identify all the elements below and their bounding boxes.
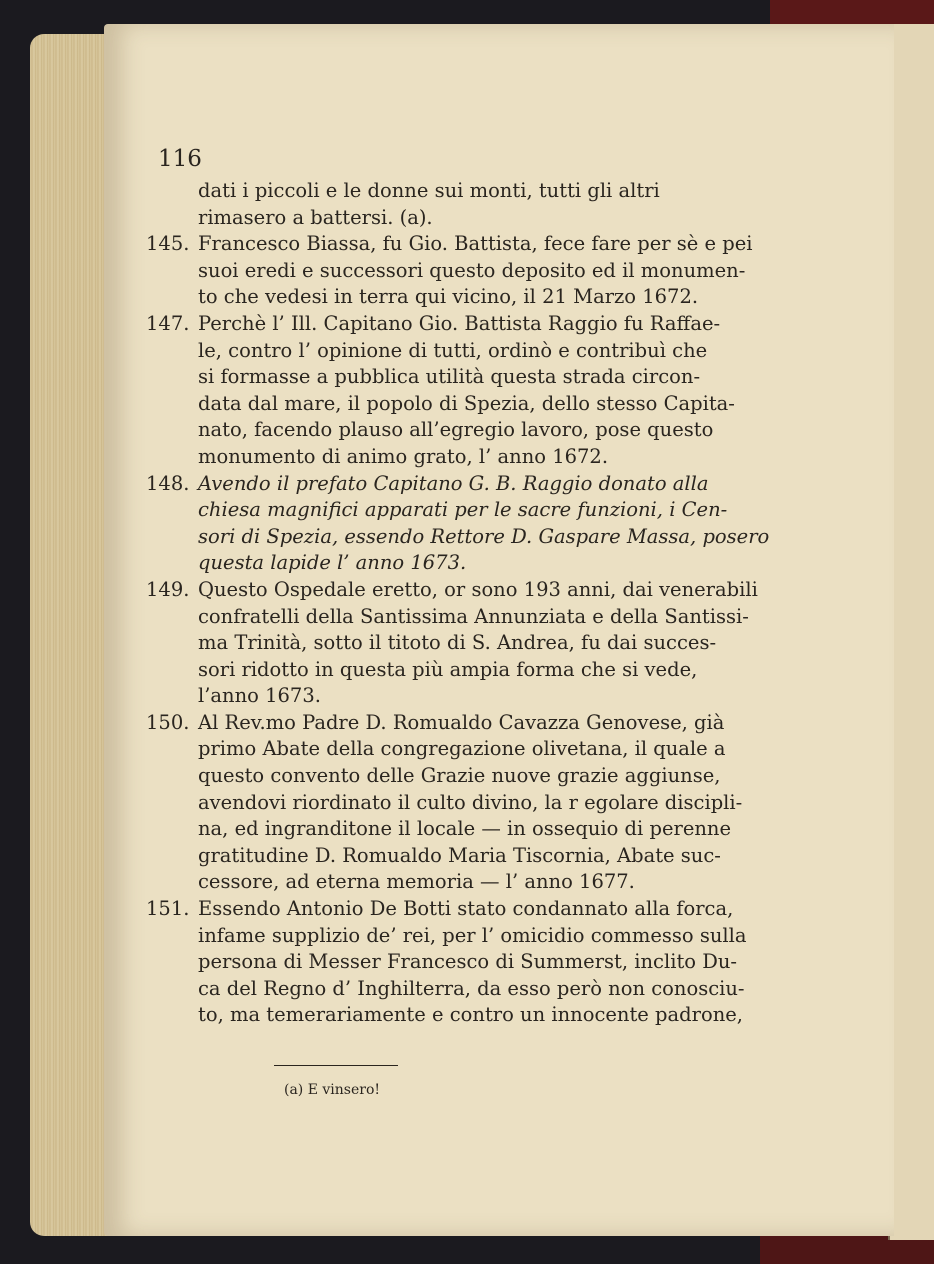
list-item (146, 710, 810, 896)
entry-number (146, 178, 198, 231)
list-item (146, 311, 810, 471)
footnote-divider (274, 1065, 398, 1066)
list-item (146, 471, 810, 577)
entry-number: 145. (146, 232, 190, 256)
entry-text: Francesco Biassa, fu Gio. Battista, fece fare per sè e pei suoi eredi e successori questo deposito ed il monumen- to che vedesi in terra qui vicino, il 21 Marzo 1672. (198, 232, 753, 309)
list-item (146, 896, 810, 1029)
entry-number: 150. (146, 710, 190, 734)
entry-text: Al Rev.mo Padre D. Romualdo Cavazza Genovese, già primo Abate della congregazione olivetana, il quale a questo convento delle Grazie nuove grazie aggiunse, avendovi riordinato il culto divino, la r egolare discipli- na, ed ingranditone il locale — in ossequio di perenne gratitudine D. Romualdo Maria Tiscornia, Abate suc- cessore, ad eterna memoria — l’ anno 1677. (198, 710, 743, 894)
facing-page-edge (888, 24, 934, 1240)
entry-text: Questo Ospedale eretto, or sono 193 anni, dai venerabili confratelli della Santissima Annunziata e della Santissi- ma Trinità, sotto il titoto di S. Andrea, fu dai succes- sori ridotto in questa più ampia forma che si vede, l’anno 1673. (198, 577, 758, 708)
list-item (146, 577, 810, 710)
page-number: 116 (158, 146, 202, 172)
entry-text: dati i piccoli e le donne sui monti, tutti gli altri rimasero a battersi. (a). (198, 179, 660, 229)
entry-text: Avendo il prefato Capitano G. B. Raggio donato alla chiesa magnifici apparati per le sacre funzioni, i Cen- sori di Spezia, essendo Rettore D. Gaspare Massa, posero questa lapide l’ anno 1673. (198, 471, 770, 575)
inscription-list (146, 178, 810, 1029)
entry-number: 151. (146, 897, 190, 921)
entry-text: Essendo Antonio De Botti stato condannato alla forca, infame supplizio de’ rei, per l’ omicidio commesso sulla persona di Messer Francesco di Summerst, inclito Du- ca del Regno d’ Inghilterra, da esso però non conosciu- to, ma temerariamente e contro un innocente padrone, (198, 897, 747, 1027)
list-item (146, 231, 810, 311)
entry-number: 147. (146, 311, 190, 335)
footnote: (a) E vinsero! (284, 1082, 381, 1098)
entry-number: 149. (146, 577, 190, 601)
list-item (146, 178, 810, 231)
entry-number: 148. (146, 471, 190, 495)
entry-text: Perchè l’ Ill. Capitano Gio. Battista Raggio fu Raffae- le, contro l’ opinione di tutti, ordinò e contribuì che si formasse a pubblica utilità questa strada circon- data dal mare, il popolo di Spezia, dello stesso Capita- nato, facendo plauso all’egregio lavoro, pose questo monumento di animo grato, l’ anno 1672. (198, 311, 735, 468)
